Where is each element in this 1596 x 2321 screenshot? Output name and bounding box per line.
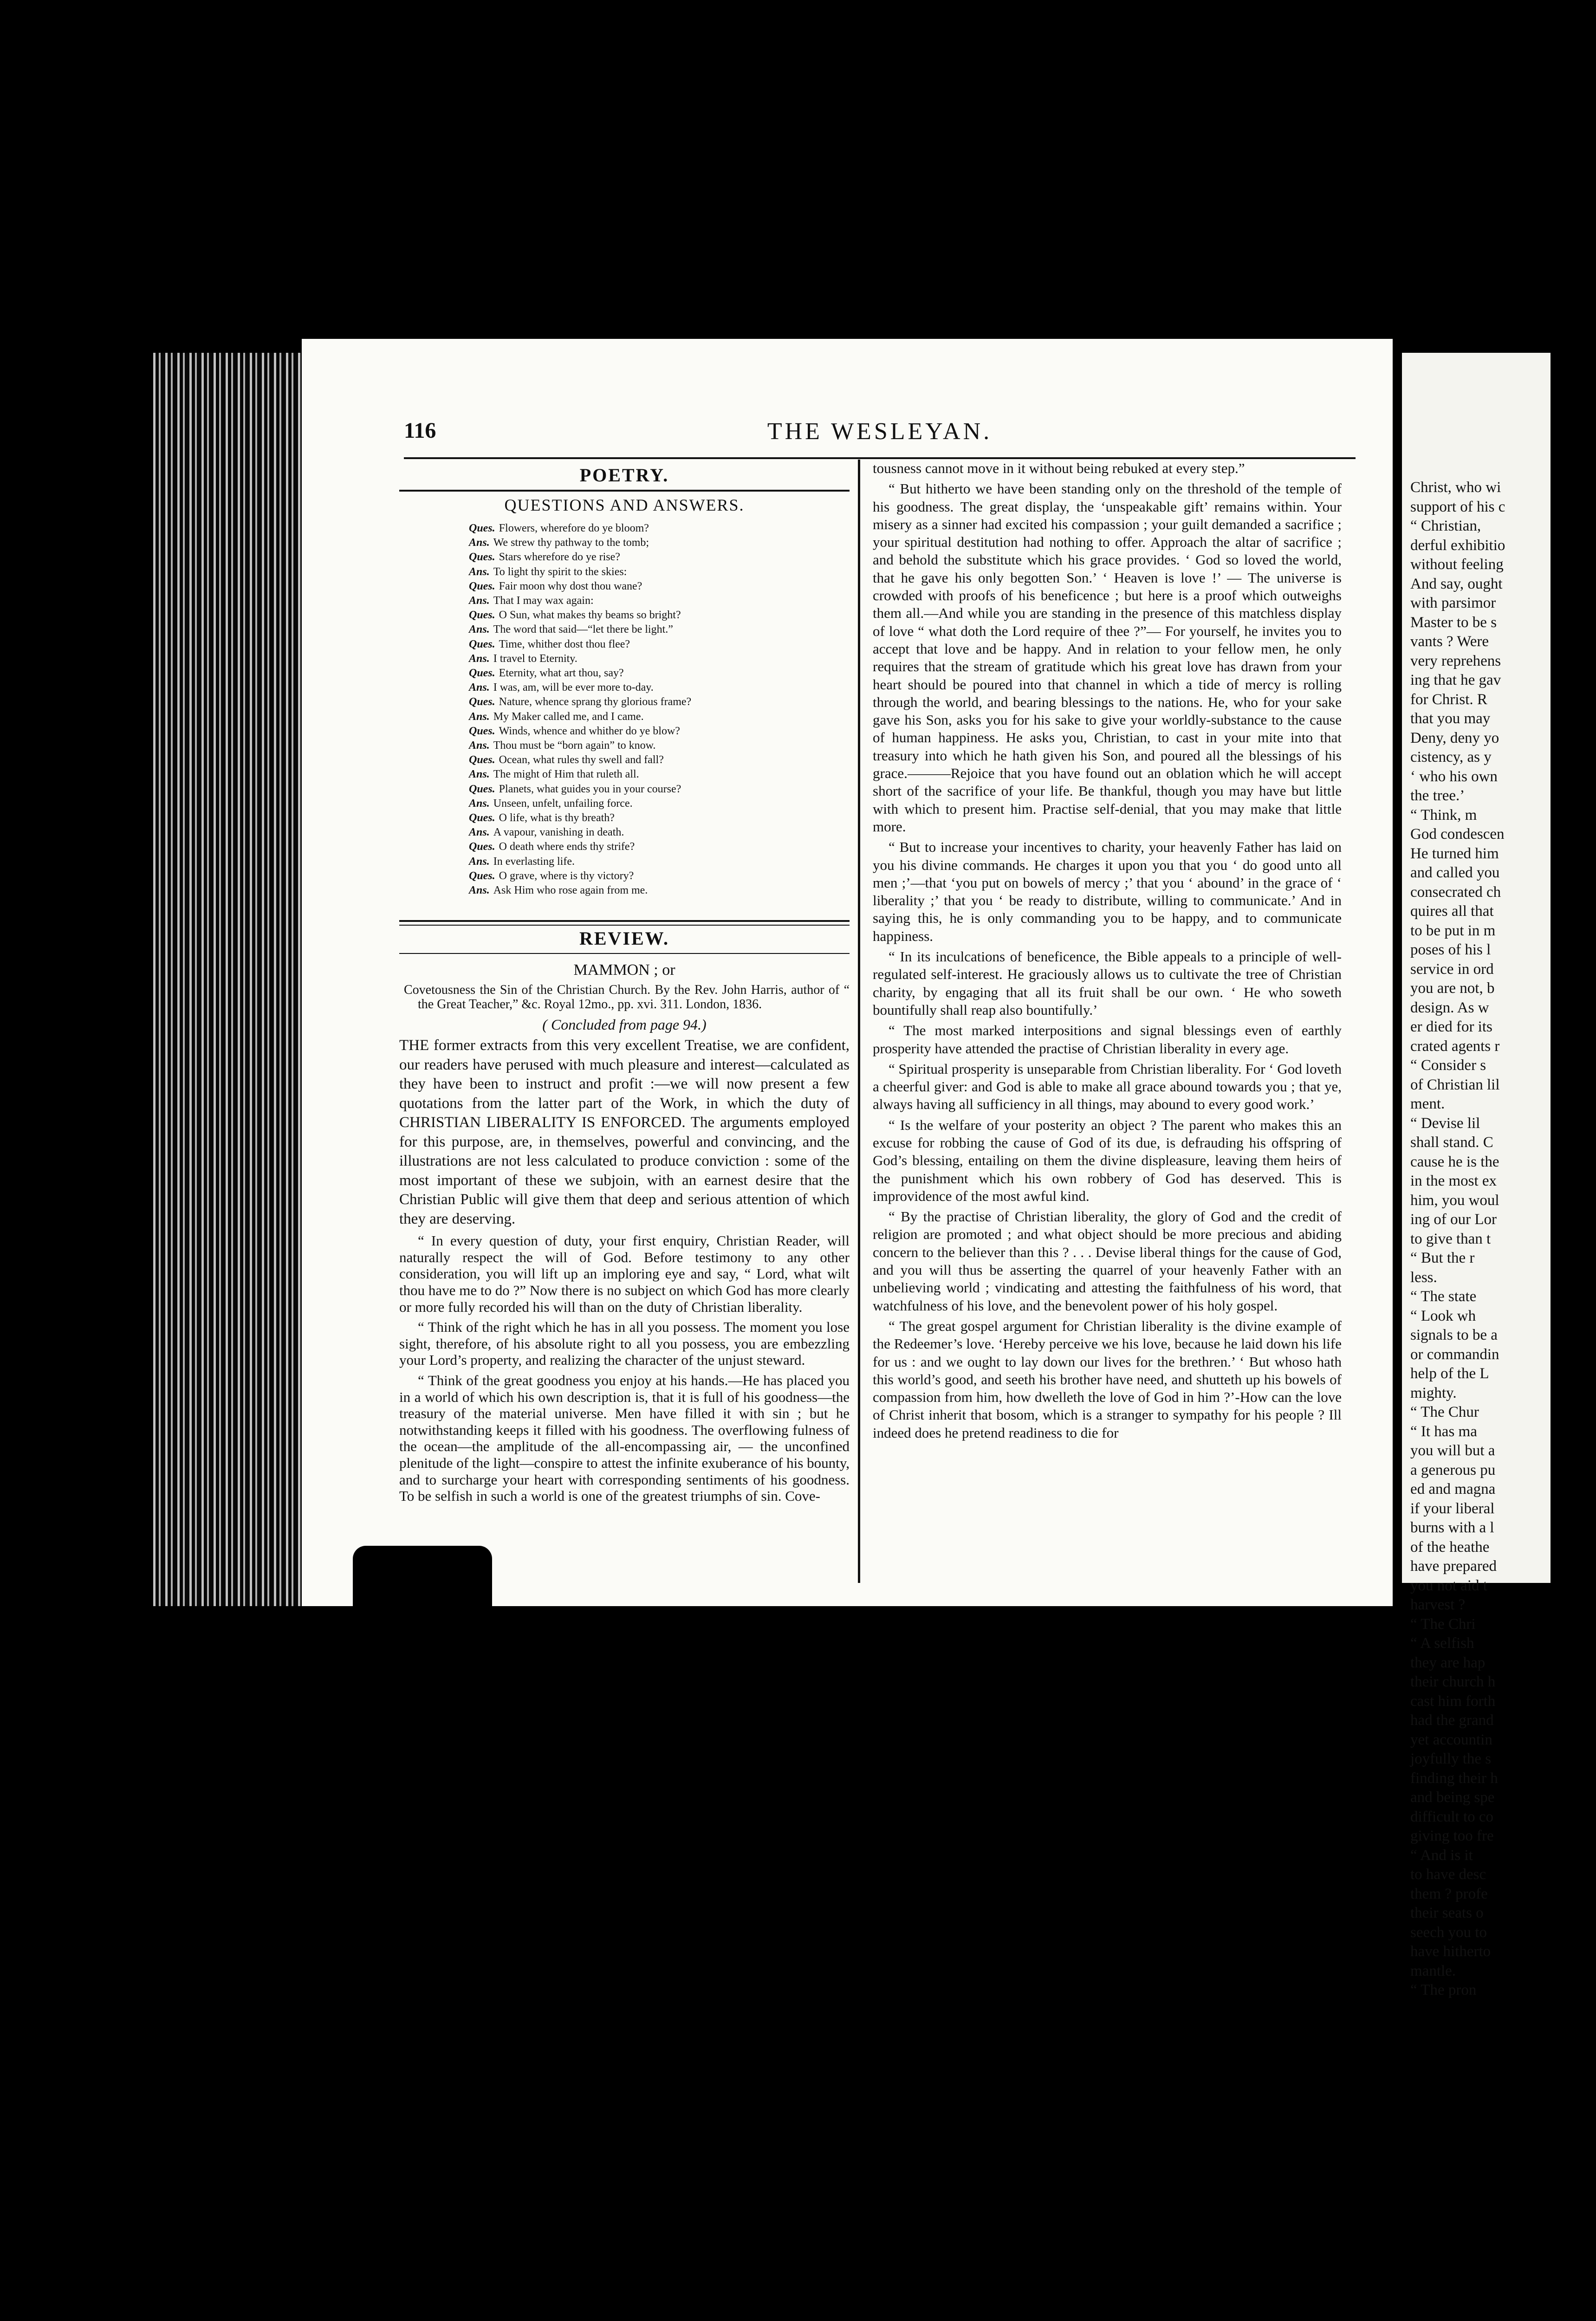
facing-page-line: very reprehens	[1410, 652, 1501, 669]
article-paragraph: “ In every question of duty, your first enquiry, Christian Reader, will naturally respect the will of God. Before testimony to any other consideration, you will lift up an imploring eye and say, “ Lord, what wilt thou have me to do ?” Now there is no subject on which God has more clearly or more fully recorded his will than on the duty of Christian liberality.	[399, 1232, 850, 1315]
facing-page-line: Deny, deny yo	[1410, 729, 1499, 746]
facing-page-line: them ? profe	[1410, 1885, 1488, 1902]
review-rule-top	[399, 920, 850, 922]
speaker-tag: Ans.	[469, 595, 490, 607]
facing-page-line: “ The state	[1410, 1288, 1477, 1305]
facing-page-line: ment.	[1410, 1096, 1445, 1112]
poem-line	[469, 579, 850, 594]
facing-page-line: cause he is the	[1410, 1153, 1499, 1170]
poem-line-text: Unseen, unfelt, unfailing force.	[493, 797, 633, 810]
facing-page-line: “ Think, m	[1410, 806, 1477, 823]
review-rule-thin	[399, 925, 850, 926]
article-paragraph: “ By the practise of Christian liberality, the glory of God and the credit of religion are promoted ; and what object should be more precious and abiding concern to the believer than this ? . . . Devise liberal things for the cause of God, and you will thus be asserting the quarrel of your heavenly Father with an unbelieving world ; vindicating and attesting the faithfulness of his word, that watchfulness of his love, and the benevolent power of his holy gospel.	[873, 1208, 1342, 1314]
review-section-title: REVIEW.	[579, 928, 670, 949]
poem-line	[469, 710, 850, 724]
poem-line-text: Eternity, what art thou, say?	[499, 667, 624, 680]
facing-page-line: joyfully the s	[1410, 1750, 1492, 1767]
article-paragraph: “ Think of the right which he has in all you possess. The moment you lose sight, therefore, of his absolute right to all you possess, you are embezzling your Lord’s property, and realizing the character of the unjust steward.	[399, 1319, 850, 1368]
facing-page-line: of the heathe	[1410, 1538, 1490, 1556]
facing-page-line: “ And is it	[1410, 1847, 1473, 1864]
speaker-tag: Ans.	[469, 710, 490, 723]
poem-line-text: Winds, whence and whither do ye blow?	[499, 725, 680, 737]
facing-page-line: “ Devise lil	[1410, 1115, 1480, 1132]
poem-line-text: A vapour, vanishing in death.	[493, 826, 624, 839]
poem-line-text: We strew thy pathway to the tomb;	[493, 537, 649, 549]
poem-line-text: O Sun, what makes thy beams so bright?	[499, 609, 681, 622]
facing-page-line: signals to be a	[1410, 1327, 1498, 1343]
facing-page-line: of Christian lil	[1410, 1076, 1500, 1093]
speaker-tag: Ques.	[469, 754, 495, 766]
journal-title: THE WESLEYAN.	[767, 418, 993, 445]
facing-page-line: “ Christian,	[1410, 518, 1481, 534]
page-number: 116	[404, 418, 436, 443]
poem-line-text: My Maker called me, and I came.	[493, 710, 644, 723]
poem-line-text: Thou must be “born again” to know.	[493, 739, 656, 752]
poem-line-text: Flowers, wherefore do ye bloom?	[499, 522, 649, 534]
facing-page-line: seech you to	[1410, 1924, 1487, 1941]
facing-page-line: and being spe	[1410, 1789, 1495, 1806]
article-paragraph: THE former extracts from this very excellent Treatise, we are confident, our readers have perused with much pleasure and interest—calculated as they have been to instruct and profit :—we will now present a few quotations from the latter part of the Work, in which the duty of CHRISTIAN LIBERALITY IS ENFORCED. The arguments employed for this purpose, are, in themselves, powerful and convincing, and the illustrations are not less calculated to produce conviction : some of the most important of these we subjoin, with an earnest desire that the Christian Public will give them that deep and serious attention of which they are deserving.	[399, 1037, 850, 1227]
poem-title: QUESTIONS AND ANSWERS.	[504, 496, 745, 514]
facing-page-line: you will but a	[1410, 1442, 1495, 1459]
facing-page-line: and called you	[1410, 864, 1500, 881]
facing-page-line: with parsimor	[1410, 595, 1496, 611]
facing-page-line: support of his c	[1410, 498, 1505, 515]
facing-page-line: finding their h	[1410, 1770, 1498, 1787]
poem-line	[469, 695, 850, 709]
poem-line-text: The word that said—“let there be light.”	[493, 623, 673, 636]
speaker-tag: Ques.	[469, 783, 495, 795]
speaker-tag: Ques.	[469, 696, 495, 708]
facing-page-line: mantle.	[1410, 1962, 1456, 1979]
speaker-tag: Ans.	[469, 855, 490, 868]
facing-page-line: to give than t	[1410, 1230, 1491, 1247]
poem-line	[469, 797, 850, 811]
poem-line-text: Planets, what guides you in your course?	[499, 783, 681, 795]
speaker-tag: Ans.	[469, 768, 490, 781]
facing-page-line: ing of our Lor	[1410, 1211, 1497, 1228]
article-paragraph: “ The most marked interpositions and signal blessings even of earthly prosperity have attended the practise of Christian liberality in every age.	[873, 1022, 1342, 1057]
poem-line	[469, 855, 850, 869]
poem	[399, 521, 850, 898]
facing-page-line: had the grand	[1410, 1712, 1494, 1729]
speaker-tag: Ans.	[469, 739, 490, 752]
facing-page-line: cistency, as y	[1410, 749, 1492, 765]
speaker-tag: Ques.	[469, 869, 495, 882]
facing-page-line: He turned him	[1410, 845, 1499, 862]
facing-page-line: service in ord	[1410, 960, 1494, 978]
facing-page-line: without feeling	[1410, 556, 1504, 573]
facing-page-line: help of the L	[1410, 1365, 1489, 1382]
poem-line	[469, 811, 850, 825]
poem-line-text: To light thy spirit to the skies:	[493, 565, 627, 578]
facing-page-line: And say, ought	[1410, 575, 1503, 592]
poem-line-text: O death where ends thy strife?	[499, 841, 635, 853]
facing-page-line: “ Look wh	[1410, 1307, 1476, 1324]
facing-page-line: giving too fre	[1410, 1828, 1494, 1844]
speaker-tag: Ans.	[469, 826, 490, 839]
poem-line-text: I travel to Eternity.	[493, 652, 577, 665]
poem-line-text: The might of Him that ruleth all.	[493, 768, 639, 781]
poetry-rule	[399, 490, 850, 492]
article-paragraph: “ But hitherto we have been standing only on the threshold of the temple of his goodness. The great display, the ‘unspeakable gift’ remains within. Your misery as a sinner had excited his compassion ; your guilt demanded a sacrifice ; your spiritual destitution had nothing to offer. Approach the altar of sacrifice ; and behold the substitute which his grace provides. ‘ God so loved the world, that he gave his only begotten Son.’ ‘ Heaven is love !’ — The universe is crowded with proofs of his beneficence ; but here is a proof which outweighs them all.—And while you are standing in the presence of this matchless display of love “ what doth the Lord require of thee ?”— For yourself, he invites you to accept that love and be happy. And in relation to your fellow men, he only requires that the stream of gratitude which his great love has drawn from your heart should be poured into that channel in which a tide of mercy is rolling through the world, and bearing blessings to the nations. He, who for your sake gave his Son, asks you for his sake to give your worldly-substance to the cause of human happiness. He asks you, Christian, to cast in your mite into that treasury into which he hath given his Son, and poured all the blessings of his grace.———Rejoice that you have found out an oblation which he will accept short of the sacrifice of your life. Be thankful, though you may have but little with which to present him. Practise self-denial, that you may make that little more.	[873, 480, 1342, 835]
article-title: MAMMON ; or	[573, 961, 675, 979]
poem-line-text: Ask Him who rose again from me.	[493, 884, 648, 897]
facing-page-line: quires all that	[1410, 903, 1494, 920]
facing-page-line: burns with a l	[1410, 1519, 1494, 1536]
facing-page-text	[1410, 478, 1596, 2000]
header-rule	[404, 457, 1356, 459]
poem-line-text: Time, whither dost thou flee?	[499, 638, 630, 650]
facing-page-line: that you may	[1410, 710, 1491, 727]
poem-line	[469, 724, 850, 739]
poem-line	[469, 652, 850, 666]
facing-page-line: you not aid t	[1410, 1577, 1487, 1594]
poem-line	[469, 869, 850, 883]
facing-page-fragment	[1402, 353, 1551, 1998]
facing-page-line: a generous pu	[1410, 1461, 1496, 1478]
speaker-tag: Ques.	[469, 551, 495, 564]
speaker-tag: Ans.	[469, 681, 490, 694]
facing-page-line: er died for its	[1410, 1018, 1492, 1035]
article-paragraph: tousness cannot move in it without being rebuked at every step.”	[873, 460, 1245, 476]
speaker-tag: Ques.	[469, 812, 495, 824]
left-article-body	[399, 1036, 850, 1504]
review-rule-bottom	[399, 953, 850, 954]
book-citation: Covetousness the Sin of the Christian Church. By the Rev. John Harris, author of “ the Great Teacher,” &c. Royal 12mo., pp. xvi. 311. London, 1836.	[404, 983, 850, 1012]
article-paragraph: “ Is the welfare of your posterity an object ? The parent who makes this an excuse for robbing the cause of God of its due, is defrauding his offspring of God’s blessing, entailing on them the divine displeasure, leaving them heirs of the punishment which his own robbery of God has deserved. This is improvidence of the most awful kind.	[873, 1116, 1342, 1204]
speaker-tag: Ques.	[469, 580, 495, 592]
facing-page-line: ‘ who his own	[1410, 768, 1498, 785]
facing-page-line: difficult to co	[1410, 1808, 1494, 1825]
facing-page-line: ing that he gav	[1410, 672, 1501, 688]
facing-page-line: have prepared	[1410, 1558, 1497, 1575]
facing-page-line: derful exhibitio	[1410, 537, 1505, 554]
poem-line-text: Ocean, what rules thy swell and fall?	[499, 754, 664, 766]
poem-line	[469, 608, 850, 622]
facing-page-line: shall stand. C	[1410, 1134, 1493, 1151]
speaker-tag: Ques.	[469, 841, 495, 853]
facing-page-line: to be put in m	[1410, 922, 1496, 939]
article-paragraph: “ Spiritual prosperity is unseparable from Christian liberality. For ‘ God loveth a cheerful giver: and God is able to make all grace abound towards you ; that ye, always having all sufficiency in all things, may abound to every good work.’	[873, 1060, 1342, 1113]
column-divider	[858, 460, 860, 1583]
facing-page-line: ed and magna	[1410, 1481, 1496, 1498]
speaker-tag: Ans.	[469, 884, 490, 897]
facing-page-line: Christ, who wi	[1410, 479, 1501, 496]
concluded-note: ( Concluded from page 94.)	[542, 1016, 707, 1033]
facing-page-line: if your liberal	[1410, 1500, 1495, 1517]
facing-page-line: “ It has ma	[1410, 1423, 1477, 1440]
facing-page-line: for Christ. R	[1410, 691, 1487, 708]
poem-line	[469, 637, 850, 652]
scan-blot	[353, 1546, 492, 1615]
poem-line-text: Nature, whence sprang thy glorious frame?	[499, 696, 692, 708]
speaker-tag: Ques.	[469, 609, 495, 622]
facing-page-line: “ The Chur	[1410, 1404, 1479, 1420]
facing-page-line: have hitherto	[1410, 1943, 1491, 1960]
facing-page-line: “ Consider s	[1410, 1057, 1486, 1074]
facing-page-line: their church h	[1410, 1673, 1496, 1690]
facing-page-line: Master to be s	[1410, 614, 1497, 631]
poem-line-text: In everlasting life.	[493, 855, 575, 868]
poem-line	[469, 681, 850, 695]
speaker-tag: Ans.	[469, 623, 490, 636]
poem-line	[469, 594, 850, 608]
article-paragraph: “ But to increase your incentives to charity, your heavenly Father has laid on you his divine commands. He charges it upon you that you ‘ do good unto all men ;’—that ‘you put on bowels of mercy ;’ that you ‘ abound’ in the grace of ‘ liberality ;’ that you ‘ be ready to distribute, willing to communicate.’ And in saying this, he is only commanding you to be happy, and to communicate happiness.	[873, 839, 1342, 944]
speaker-tag: Ans.	[469, 652, 490, 665]
facing-page-line: “ The pron	[1410, 1982, 1477, 1998]
poem-line	[469, 565, 850, 579]
facing-page-line: their seats o	[1410, 1905, 1484, 1921]
facing-page-line: consecrated ch	[1410, 883, 1501, 901]
book-page-edges	[153, 353, 306, 1606]
speaker-tag: Ans.	[469, 565, 490, 578]
facing-page-line: crated agents r	[1410, 1037, 1500, 1055]
speaker-tag: Ans.	[469, 537, 490, 549]
facing-page-line: vants ? Were	[1410, 633, 1489, 650]
speaker-tag: Ques.	[469, 667, 495, 680]
article-paragraph: “ Think of the great goodness you enjoy at his hands.—He has placed you in a world of which his own description is, that it is full of his goodness—the treasury of the material universe. Men have filled it with sin ; but he notwithstanding keeps it filled with his goodness. The overflowing fulness of the ocean—the amplitude of the all-encompassing air, — the unconfined plenitude of the light—conspire to attest the infinite exuberance of his bounty, and to surcharge your heart with corresponding sentiments of his goodness. To be selfish in such a world is one of the greatest triumphs of sin. Cove-	[399, 1372, 850, 1504]
facing-page-line: design. As w	[1410, 999, 1489, 1016]
speaker-tag: Ques.	[469, 522, 495, 534]
poem-line-text: Fair moon why dost thou wane?	[499, 580, 642, 592]
facing-page-line: cast him forth	[1410, 1692, 1496, 1710]
left-column	[399, 464, 850, 1504]
facing-page-line: him, you woul	[1410, 1192, 1499, 1209]
poem-line	[469, 883, 850, 898]
facing-page-line: less.	[1410, 1269, 1437, 1286]
facing-page-line: mighty.	[1410, 1384, 1457, 1401]
facing-page-line: you are not, b	[1410, 980, 1495, 997]
poem-line	[469, 767, 850, 782]
article-paragraph: “ In its inculcations of beneficence, the Bible appeals to a principle of well-regulated self-interest. He graciously allows us to cultivate the tree of Christian charity, by engaging that all its fruit shall be our own. ‘ He who soweth bountifully shall reap also bountifully.’	[873, 948, 1342, 1018]
facing-page-line: God condescen	[1410, 826, 1505, 843]
running-head	[404, 418, 1356, 455]
poem-line-text: O grave, where is thy victory?	[499, 869, 634, 882]
facing-page-line: they are hap	[1410, 1654, 1486, 1671]
speaker-tag: Ans.	[469, 797, 490, 810]
facing-page-line: “ The Chri	[1410, 1615, 1476, 1633]
poem-line	[469, 739, 850, 753]
facing-page-line: “ But the r	[1410, 1250, 1475, 1266]
facing-page-line: yet accountin	[1410, 1731, 1492, 1748]
facing-page-line: to have desc	[1410, 1866, 1486, 1883]
poem-line	[469, 753, 850, 767]
poem-line	[469, 782, 850, 797]
poem-line-text: O life, what is thy breath?	[499, 812, 615, 824]
poem-line	[469, 536, 850, 550]
poem-line	[469, 825, 850, 840]
article-paragraph: “ The great gospel argument for Christian liberality is the divine example of the Redeemer’s love. ‘Hereby perceive we his love, because he laid down his life for us : and we ought to lay down our lives for the brethren.’ ‘ But whoso hath this world’s good, and seeth his brother have need, and shutteth up his bowels of compassion from him, how dwelleth the love of God in him ?’-How can the love of Christ inherit that bosom, which is a stranger to sympathy for his people ? Ill indeed does he pretend readiness to die for	[873, 1317, 1342, 1441]
speaker-tag: Ques.	[469, 638, 495, 650]
facing-page-line: “ A selfish	[1410, 1635, 1474, 1652]
poem-line	[469, 840, 850, 854]
poem-line	[469, 550, 850, 564]
poem-line-text: That I may wax again:	[493, 595, 594, 607]
poetry-section-title: POETRY.	[579, 465, 669, 486]
poem-line	[469, 666, 850, 681]
facing-page-line: or commandin	[1410, 1346, 1499, 1363]
facing-page-line: the tree.’	[1410, 787, 1465, 804]
poem-line	[469, 622, 850, 637]
middle-column	[873, 460, 1342, 1442]
poem-line	[469, 521, 850, 536]
facing-page-line: in the most ex	[1410, 1173, 1497, 1189]
facing-page-line: poses of his l	[1410, 941, 1491, 958]
poem-line-text: I was, am, will be ever more to-day.	[493, 681, 654, 694]
speaker-tag: Ques.	[469, 725, 495, 737]
poem-line-text: Stars wherefore do ye rise?	[499, 551, 620, 564]
facing-page-line: harvest ?	[1410, 1596, 1466, 1613]
